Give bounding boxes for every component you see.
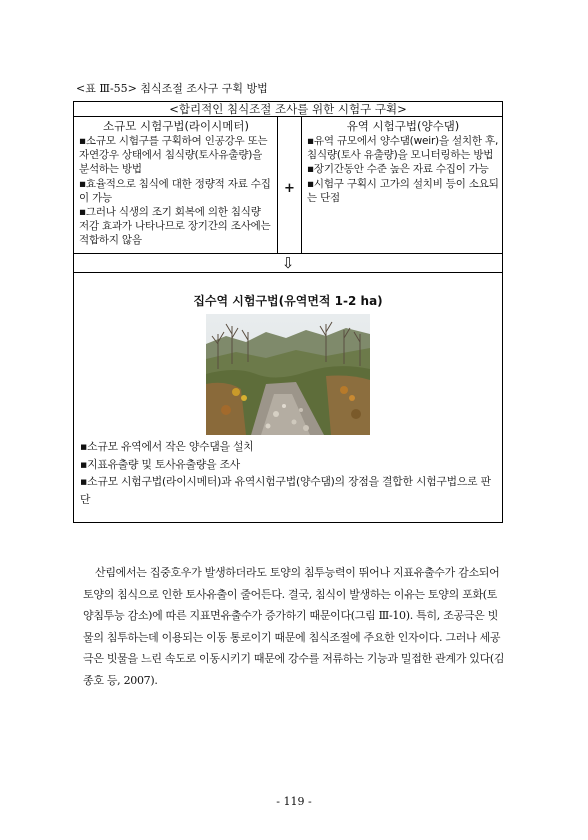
down-arrow-icon: ⇩ bbox=[74, 253, 502, 273]
small-plot-item: ▪소규모 시험구를 구획하여 인공강우 또는 자연강우 상태에서 침식량(토사유출량)을 분석하는 방법 bbox=[79, 135, 268, 176]
catchment-item: ▪소규모 시험구법(라이시메터)과 유역시험구법(양수댐)의 장점을 결합한 시험구법으로 판단 bbox=[80, 475, 491, 506]
small-plot-column bbox=[74, 117, 278, 253]
body-paragraph: 산림에서는 집중호우가 발생하더라도 토양의 침투능력이 뛰어나 지표유출수가 감소되어 토양의 침식으로 인한 토사유출이 줄어든다. 결국, 침식이 발생하는 이유는 토양의 포화(토양침투능 감소)에 따른 지표면유출수가 증가하기 때문이다(그림 Ⅲ-10). 특히, 조공극은 빗물의 침투하는데 이용되는 이동 통로이기 때문에 침식조절에 주요한 인자이다. 그러나 세공극은 빗물을 느린 속도로 이동시키기 때문에 강수를 저류하는 기능과 밀접한 관계가 있다(김종호 등, 2007). bbox=[83, 566, 505, 687]
catchment-list bbox=[80, 438, 496, 508]
small-plot-item: ▪효율적으로 침식에 대한 정량적 자료 수집이 가능 bbox=[79, 177, 271, 204]
watershed-title: 유역 시험구법(양수댐) bbox=[346, 119, 460, 133]
table-header: <합리적인 침식조절 조사를 위한 시험구 구획> bbox=[74, 102, 502, 117]
page-number: - 119 - bbox=[276, 795, 312, 808]
catchment-item: ▪지표유출량 및 토사유출량을 조사 bbox=[80, 457, 241, 471]
plus-column bbox=[278, 117, 302, 253]
watershed-item: ▪유역 규모에서 양수댐(weir)을 설치한 후, 침식량(토사 유출량)을 모니터링하는 방법 bbox=[307, 135, 499, 162]
catchment-title: 집수역 시험구법(유역면적 1-2 ha) bbox=[193, 294, 383, 308]
catchment-photo bbox=[206, 314, 370, 435]
small-plot-item: ▪그러나 식생의 조기 회복에 의한 침식량 저감 효과가 나타나므로 장기간의 조사에는 적합하지 않음 bbox=[79, 206, 271, 247]
watershed-column bbox=[302, 117, 502, 253]
method-table bbox=[73, 101, 503, 523]
watershed-item: ▪시험구 구획시 고가의 설치비 등이 소요되는 단점 bbox=[307, 177, 499, 204]
catchment-item: ▪소규모 유역에서 작은 양수댐을 설치 bbox=[80, 440, 254, 453]
small-plot-title: 소규모 시험구법(라이시메터) bbox=[103, 119, 249, 133]
plus-sign: + bbox=[284, 181, 295, 196]
table-caption: <표 Ⅲ-55> 침식조절 조사구 구획 방법 bbox=[76, 82, 268, 95]
watershed-item: ▪장기간동안 수준 높은 자료 수집이 가능 bbox=[307, 163, 489, 176]
